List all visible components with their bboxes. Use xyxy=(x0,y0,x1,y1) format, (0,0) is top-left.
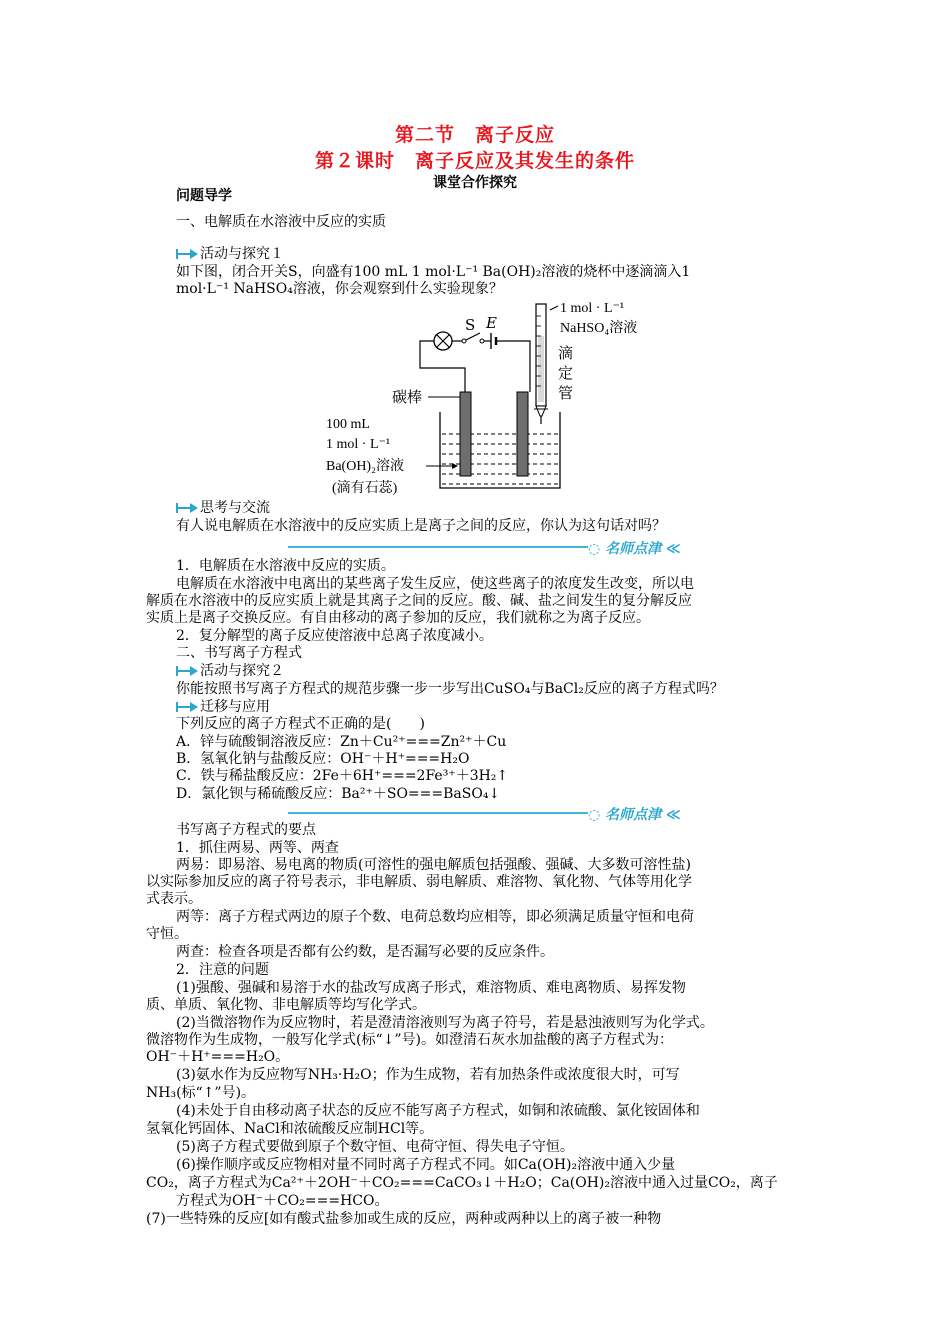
line-text: (1)强酸、强碱和易溶于水的盐改写成离子形式，难溶物质、难电离物质、易挥发物 xyxy=(176,980,686,996)
line-text: CO₂，离子方程式为Ca²⁺＋2OH⁻＋CO₂===CaCO₃↓＋H₂O；Ca(OH)₂溶液中通入过量CO₂，离子 xyxy=(146,1175,778,1191)
beaker xyxy=(440,412,560,488)
section-subtitle: 课堂合作探究 xyxy=(433,175,517,191)
line-text: (2)当微溶物作为反应物时，若是澄清溶液则写为离子符号，若是悬浊液则写为化学式。 xyxy=(176,1015,714,1031)
line-text: 二、书写离子方程式 xyxy=(176,645,302,661)
text-line xyxy=(176,962,816,979)
label-nahso4: NaHSO₄溶液 xyxy=(560,321,638,336)
text-line xyxy=(176,840,816,857)
text-line xyxy=(176,1103,816,1120)
section-heading xyxy=(176,188,816,205)
label-baoh: Ba(OH)₂溶液 xyxy=(326,459,404,474)
activity-heading xyxy=(176,500,816,517)
text-line xyxy=(176,214,816,231)
text-line xyxy=(176,944,816,961)
text-line xyxy=(176,264,816,281)
text-line xyxy=(176,1193,816,1210)
text-line xyxy=(146,1175,786,1192)
line-text: 两等：离子方程式两边的原子个数、电荷总数均应相等，即必须满足质量守恒和电荷 xyxy=(176,909,694,925)
text-line xyxy=(176,1157,816,1174)
text-line xyxy=(176,576,816,593)
line-text: 活动与探究１ xyxy=(200,246,284,262)
line-text: (6)操作顺序或反应物相对量不同时离子方程式不同。如Ca(OH)₂溶液中通入少量 xyxy=(176,1157,676,1173)
label-vol: 100 mL xyxy=(326,417,370,432)
line-text: 方程式为OH⁻＋CO₂===HCO。 xyxy=(176,1193,389,1209)
line-text: 氢氧化钙固体、NaCl和浓硫酸反应制HCl等。 xyxy=(146,1121,434,1137)
text-line xyxy=(146,1211,786,1228)
text-line xyxy=(176,628,816,645)
line-text: 活动与探究２ xyxy=(200,663,284,679)
lesson-title: 第２课时 离子反应及其发生的条件 xyxy=(314,150,635,172)
text-line xyxy=(176,822,816,839)
line-text: (4)未处于自由移动离子状态的反应不能写离子方程式，如铜和浓硫酸、氯化铵固体和 xyxy=(176,1103,700,1119)
line-text: 电解质在水溶液中电离出的某些离子发生反应，使这些离子的浓度发生改变，所以电 xyxy=(176,576,694,592)
text-line xyxy=(176,768,816,785)
line-text: 下列反应的离子方程式不正确的是( ) xyxy=(176,716,425,732)
text-line xyxy=(146,891,786,908)
activity-heading xyxy=(176,246,816,263)
line-text: 解质在水溶液中的反应实质上就是其离子之间的反应。酸、碱、盐之间发生的复分解反应 xyxy=(146,593,692,609)
label-carbon: 碳棒 xyxy=(392,388,423,406)
line-text: 1．电解质在水溶液中反应的实质。 xyxy=(176,558,395,574)
arrow-icon xyxy=(176,502,198,514)
line-text: 迁移与应用 xyxy=(200,699,270,715)
line-text: 书写离子方程式的要点 xyxy=(176,822,316,838)
text-line xyxy=(146,926,786,943)
line-text: OH⁻＋H⁺===H₂O。 xyxy=(146,1049,290,1065)
text-line xyxy=(146,874,786,891)
line-text: 问题导学 xyxy=(176,188,232,204)
line-text: 式表示。 xyxy=(146,891,202,907)
line-text: NH₃(标“↑”号)。 xyxy=(146,1085,256,1101)
label-burette-1: 滴 xyxy=(558,344,574,362)
line-text: 两易：即易溶、易电离的物质(可溶性的强电解质包括强酸、强碱、大多数可溶性盐) xyxy=(176,857,691,873)
line-text: (7)一些特殊的反应[如有酸式盐参加或生成的反应，两种或两种以上的离子被一种物 xyxy=(146,1211,662,1227)
line-text: C．铁与稀盐酸反应：2Fe＋6H⁺===2Fe³⁺＋3H₂↑ xyxy=(176,768,509,784)
line-text: A．锌与硫酸铜溶液反应：Zn＋Cu²⁺===Zn²⁺＋Cu xyxy=(176,734,507,750)
line-text: 如下图，闭合开关S，向盛有100 mL 1 mol·L⁻¹ Ba(OH)₂溶液的烧杯中逐滴滴入1 xyxy=(176,264,691,280)
experiment-diagram xyxy=(320,296,650,502)
line-text: 思考与交流 xyxy=(200,500,270,516)
text-line xyxy=(176,857,816,874)
line-text: 2．复分解型的离子反应使溶液中总离子浓度减小。 xyxy=(176,628,493,644)
line-text: 有人说电解质在水溶液中的反应实质上是离子之间的反应，你认为这句话对吗？ xyxy=(176,518,666,534)
text-line xyxy=(146,1049,786,1066)
text-line xyxy=(176,681,816,698)
text-line xyxy=(146,1121,786,1138)
text-line xyxy=(176,786,816,803)
label-burette-3: 管 xyxy=(558,384,574,402)
line-text: 实质上是离子交换反应。有自由移动的离子参加的反应，我们就称之为离子反应。 xyxy=(146,610,650,626)
text-line xyxy=(176,909,816,926)
text-line xyxy=(176,1139,816,1156)
text-line xyxy=(176,1015,816,1032)
text-line xyxy=(176,518,816,535)
arrow-icon xyxy=(176,701,198,713)
activity-heading xyxy=(176,699,816,716)
label-conc: 1 mol · L⁻¹ xyxy=(326,437,391,452)
arrow-icon xyxy=(176,665,198,677)
line-text: 守恒。 xyxy=(146,926,188,942)
text-line xyxy=(176,558,816,575)
switch-icon xyxy=(466,333,480,340)
text-line xyxy=(176,751,816,768)
bulb-icon xyxy=(434,332,452,350)
line-text: 微溶物作为生成物，一般写化学式(标“↓”号)。如澄清石灰水加盐酸的离子方程式为： xyxy=(146,1032,673,1048)
solution xyxy=(442,434,558,484)
carbon-rod-right xyxy=(517,392,528,476)
tip-badge: ◌ 名师点津 ≪ xyxy=(588,807,681,823)
text-line xyxy=(176,1067,816,1084)
text-line xyxy=(176,734,816,751)
label-conc-top: 1 mol · L⁻¹ xyxy=(560,301,625,316)
text-line xyxy=(176,980,816,997)
text-line xyxy=(146,1032,786,1049)
activity-heading xyxy=(176,663,816,680)
line-text: 2．注意的问题 xyxy=(176,962,269,978)
label-burette-2: 定 xyxy=(558,364,574,382)
text-line xyxy=(176,716,816,733)
text-line xyxy=(146,997,786,1014)
line-text: 质、单质、氧化物、非电解质等均写化学式。 xyxy=(146,997,426,1013)
tip-badge: ◌ 名师点津 ≪ xyxy=(588,541,681,557)
line-text: (3)氨水作为反应物写NH₃·H₂O；作为生成物，若有加热条件或浓度很大时，可写 xyxy=(176,1067,680,1083)
carbon-rod-left xyxy=(460,392,471,476)
line-text: D．氯化钡与稀硫酸反应：Ba²⁺＋SO===BaSO₄↓ xyxy=(176,786,501,802)
switch-label: S xyxy=(465,316,476,334)
line-text: 两查：检查各项是否都有公约数，是否漏写必要的反应条件。 xyxy=(176,944,554,960)
text-line xyxy=(146,610,786,627)
line-text: (5)离子方程式要做到原子个数守恒、电荷守恒、得失电子守恒。 xyxy=(176,1139,574,1155)
line-text: mol·L⁻¹ NaHSO₄溶液，你会观察到什么实验现象？ xyxy=(176,281,503,297)
arrow-icon xyxy=(176,248,198,260)
label-litmus: (滴有石蕊) xyxy=(332,481,398,496)
section-title: 第二节 离子反应 xyxy=(394,124,555,146)
burette xyxy=(534,304,548,424)
line-text: 以实际参加反应的离子符号表示，非电解质、弱电解质、难溶物、氧化物、气体等用化学 xyxy=(146,874,692,890)
line-text: B．氢氧化钠与盐酸反应：OH⁻＋H⁺===H₂O xyxy=(176,751,470,767)
text-line xyxy=(146,1085,786,1102)
line-text: 1．抓住两易、两等、两查 xyxy=(176,840,339,856)
line-text: 你能按照书写离子方程式的规范步骤一步一步写出CuSO₄与BaCl₂反应的离子方程式吗？ xyxy=(176,681,724,697)
text-line xyxy=(176,645,816,662)
text-line xyxy=(146,593,786,610)
line-text: 一、电解质在水溶液中反应的实质 xyxy=(176,214,386,230)
emf-label: E xyxy=(486,314,497,332)
